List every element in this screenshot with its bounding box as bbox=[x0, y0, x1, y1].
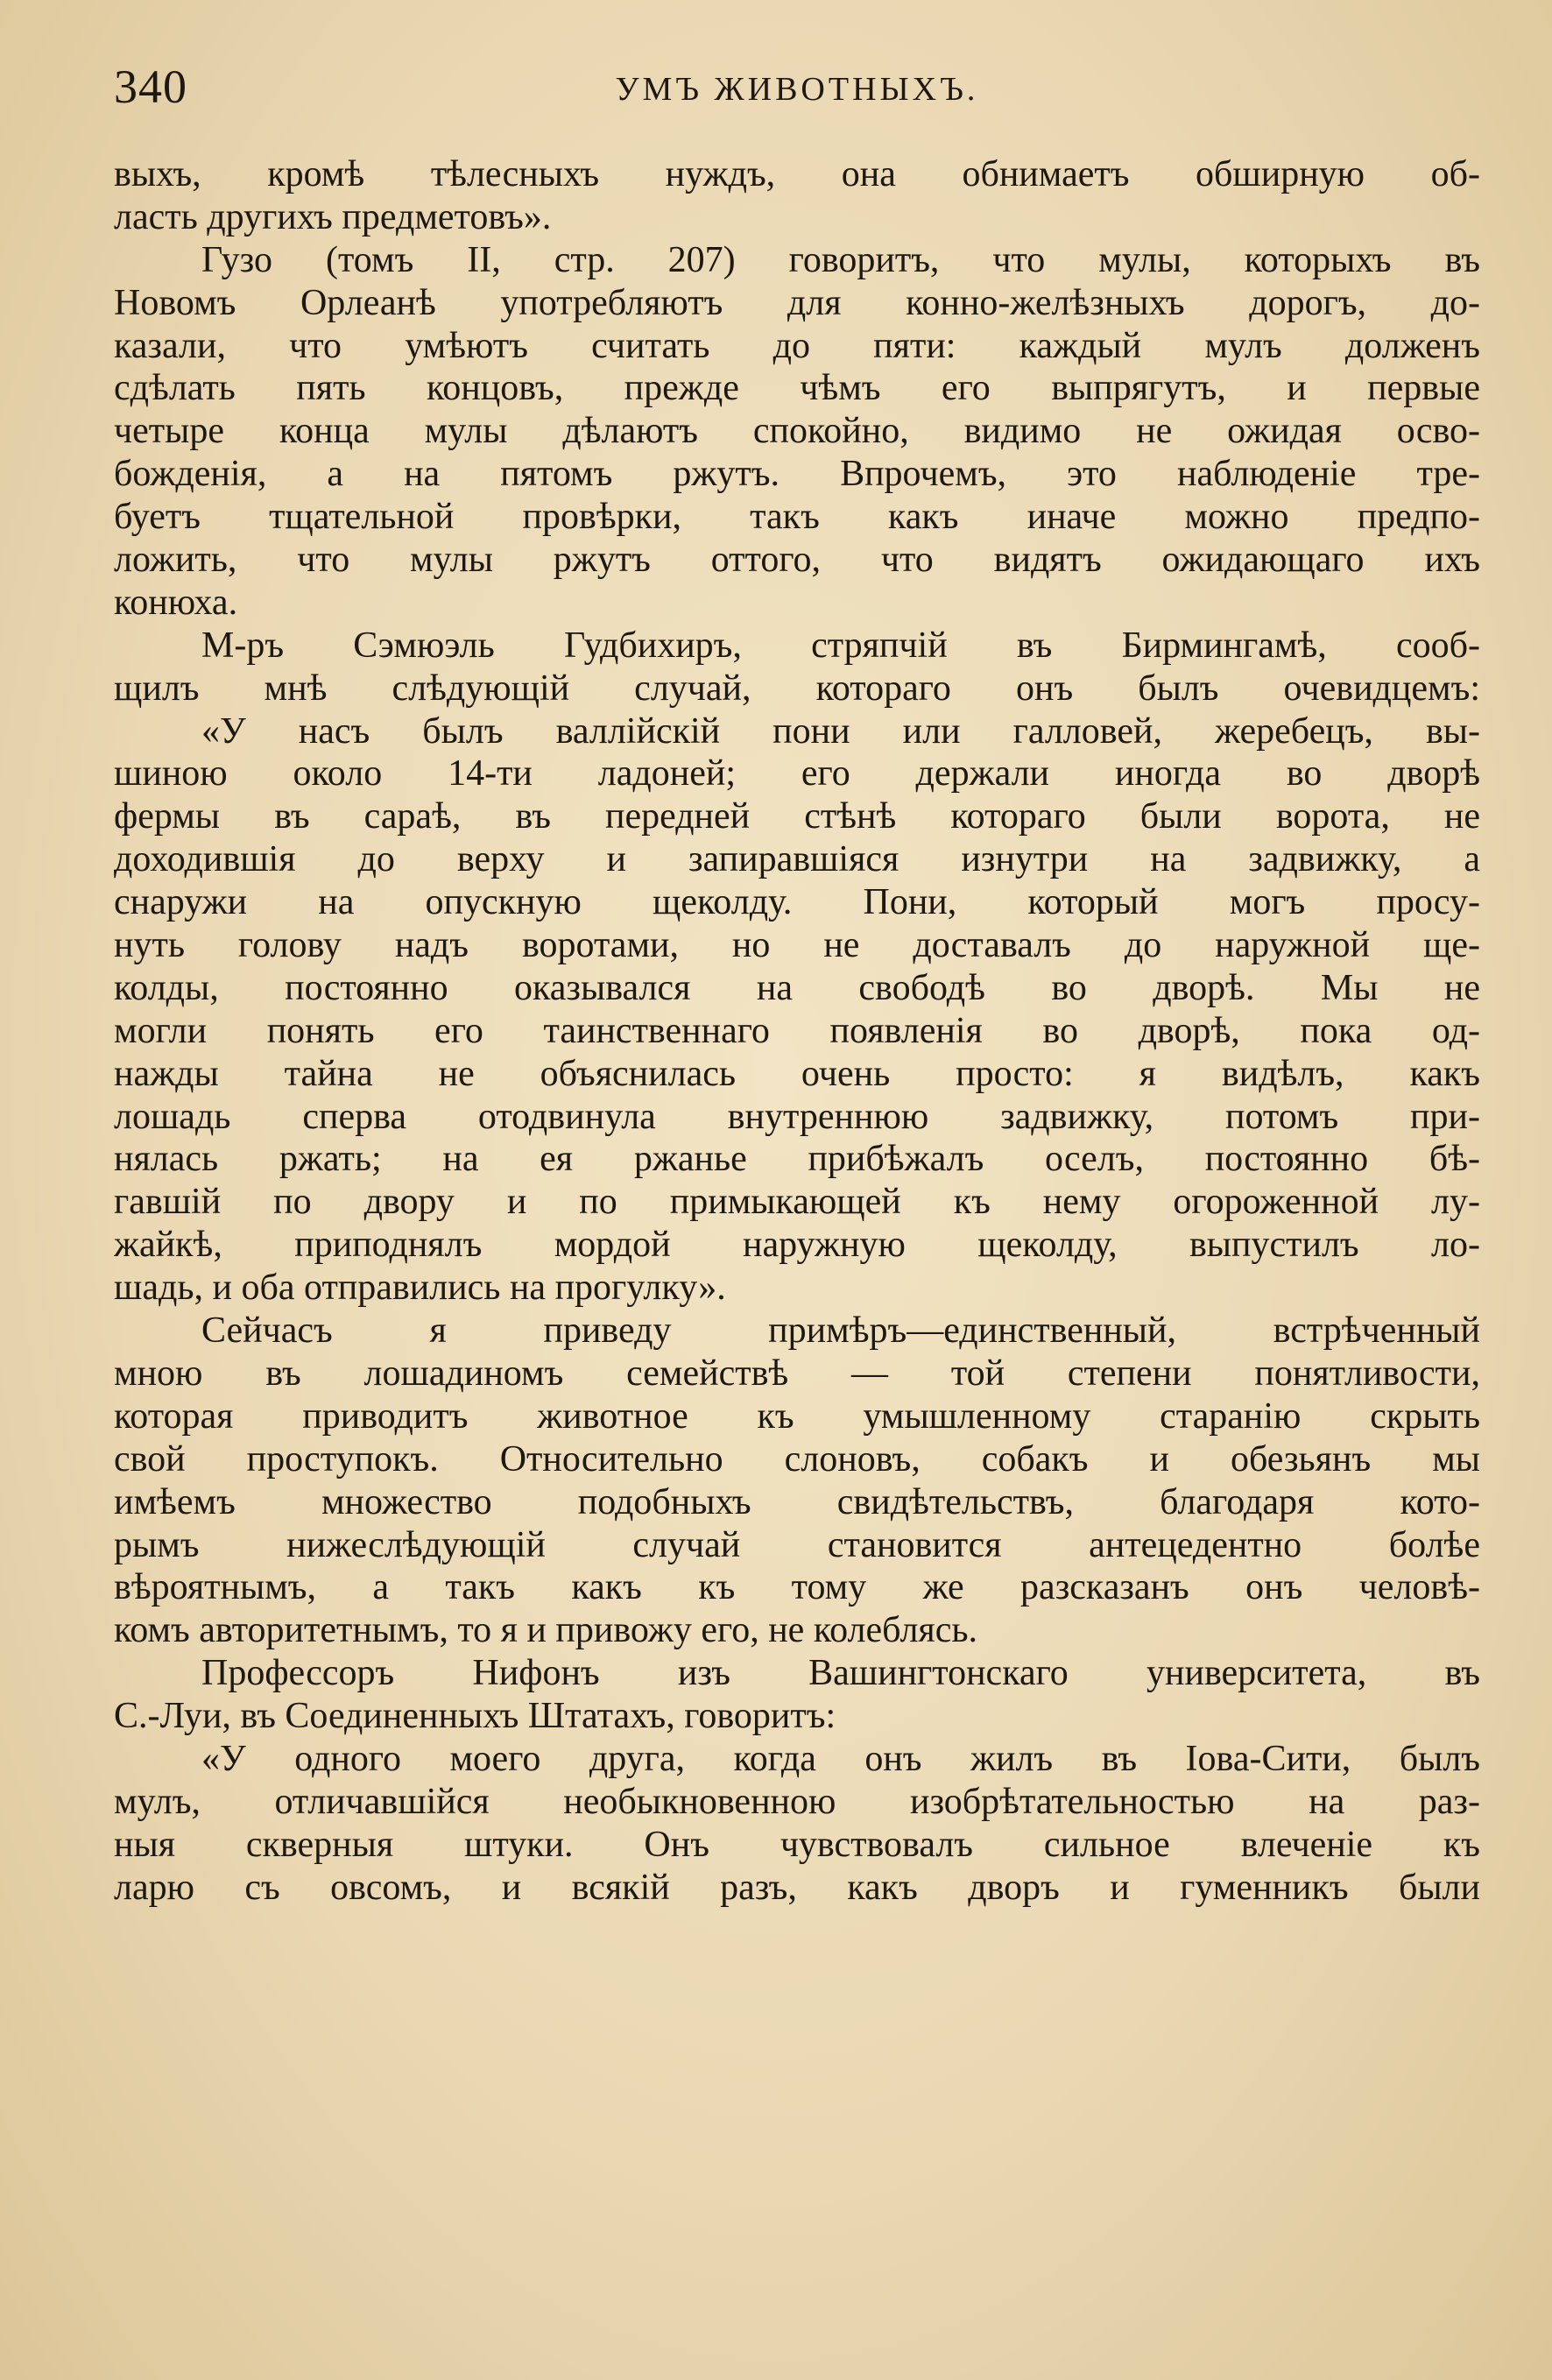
text-line: щилъ мнѣ слѣдующій случай, котораго онъ былъ очевидцемъ: bbox=[114, 667, 1480, 709]
text-line: мною въ лошадиномъ семействѣ — той степени понятливости, bbox=[114, 1352, 1480, 1394]
running-title: УМЪ ЖИВОТНЫХЪ. bbox=[615, 71, 979, 108]
text-line: колды, постоянно оказывался на свободѣ во дворѣ. Мы не bbox=[114, 967, 1480, 1008]
text-line: «У насъ былъ валлійскій пони или галловей, жеребецъ, вы- bbox=[201, 710, 1480, 752]
text-line: Гузо (томъ II, стр. 207) говоритъ, что мулы, которыхъ въ bbox=[201, 239, 1480, 280]
text-line: Новомъ Орлеанѣ употребляютъ для конно-желѣзныхъ дорогъ, до- bbox=[114, 282, 1480, 323]
text-line: божденія, а на пятомъ ржутъ. Впрочемъ, это наблюденіе тре- bbox=[114, 454, 1480, 495]
text-line: которая приводитъ животное къ умышленному старанію скрыть bbox=[114, 1395, 1480, 1437]
text-line: четыре конца мулы дѣлаютъ спокойно, видимо не ожидая осво- bbox=[114, 411, 1480, 452]
text-line: вѣроятнымъ, а такъ какъ къ тому же разсказанъ онъ человѣ- bbox=[114, 1567, 1480, 1608]
text-line: ларю съ овсомъ, и всякій разъ, какъ дворъ и гуменникъ были bbox=[114, 1867, 1480, 1908]
text-line: ласть другихъ предметовъ». bbox=[114, 196, 552, 237]
body-text bbox=[114, 153, 1480, 1910]
text-line: Профессоръ Нифонъ изъ Вашингтонскаго университета, въ bbox=[201, 1653, 1480, 1694]
text-line: Сейчасъ я приведу примѣръ—единственный, встрѣченный bbox=[201, 1310, 1480, 1352]
text-line: жайкѣ, приподнялъ мордой наружную щеколду, выпустилъ ло- bbox=[114, 1225, 1480, 1266]
text-line: гавшій по двору и по примыкающей къ нему огороженной лу- bbox=[114, 1182, 1480, 1223]
text-line: мулъ, отличавшійся необыкновенною изобрѣтательностью на раз- bbox=[114, 1781, 1480, 1822]
text-line: нажды тайна не объяснилась очень просто: я видѣлъ, какъ bbox=[114, 1053, 1480, 1094]
text-line: нялась ржать; на ея ржанье прибѣжалъ оселъ, постоянно бѣ- bbox=[114, 1139, 1480, 1180]
text-line: сдѣлать пять концовъ, прежде чѣмъ его выпрягутъ, и первые bbox=[114, 368, 1480, 409]
text-line: могли понять его таинственнаго появленія во дворѣ, пока од- bbox=[114, 1010, 1480, 1051]
text-line: ложить, что мулы ржутъ оттого, что видятъ ожидающаго ихъ bbox=[114, 540, 1480, 581]
text-line: буетъ тщательной провѣрки, такъ какъ иначе можно предпо- bbox=[114, 497, 1480, 538]
text-line: конюха. bbox=[114, 582, 238, 623]
text-line: доходившія до верху и запиравшіяся изнутри на задвижку, а bbox=[114, 839, 1480, 880]
text-line: снаружи на опускную щеколду. Пони, который могъ просу- bbox=[114, 882, 1480, 923]
page-number: 340 bbox=[114, 60, 187, 113]
text-line: выхъ, кромѣ тѣлесныхъ нуждъ, она обнимаетъ обширную об- bbox=[114, 154, 1480, 194]
text-line: имѣемъ множество подобныхъ свидѣтельствъ, благодаря кото- bbox=[114, 1481, 1480, 1522]
text-line: свой проступокъ. Относительно слоновъ, собакъ и обезьянъ мы bbox=[114, 1438, 1480, 1480]
text-line: шадь, и оба отправились на прогулку». bbox=[114, 1268, 726, 1309]
text-line: лошадь сперва отодвинула внутреннюю задвижку, потомъ при- bbox=[114, 1096, 1480, 1137]
text-line: ныя скверныя штуки. Онъ чувствовалъ сильное влеченіе къ bbox=[114, 1824, 1480, 1865]
text-line: рымъ нижеслѣдующій случай становится антецедентно болѣе bbox=[114, 1524, 1480, 1565]
text-line: фермы въ сараѣ, въ передней стѣнѣ котораго были ворота, не bbox=[114, 796, 1480, 837]
page-header bbox=[114, 60, 1480, 121]
text-line: казали, что умѣютъ считать до пяти: каждый мулъ долженъ bbox=[114, 325, 1480, 366]
text-line: М-ръ Сэмюэль Гудбихиръ, стряпчій въ Бирмингамѣ, сооб- bbox=[201, 625, 1480, 666]
text-line: шиною около 14-ти ладоней; его держали иногда во дворѣ bbox=[114, 753, 1480, 795]
text-line: комъ авторитетнымъ, то я и привожу его, не колеблясь. bbox=[114, 1610, 978, 1651]
text-line: «У одного моего друга, когда онъ жилъ въ Іова-Сити, былъ bbox=[201, 1738, 1480, 1779]
text-line: нуть голову надъ воротами, но не доставалъ до наружной ще- bbox=[114, 925, 1480, 966]
text-line: С.-Луи, въ Соединенныхъ Штатахъ, говоритъ: bbox=[114, 1696, 836, 1737]
